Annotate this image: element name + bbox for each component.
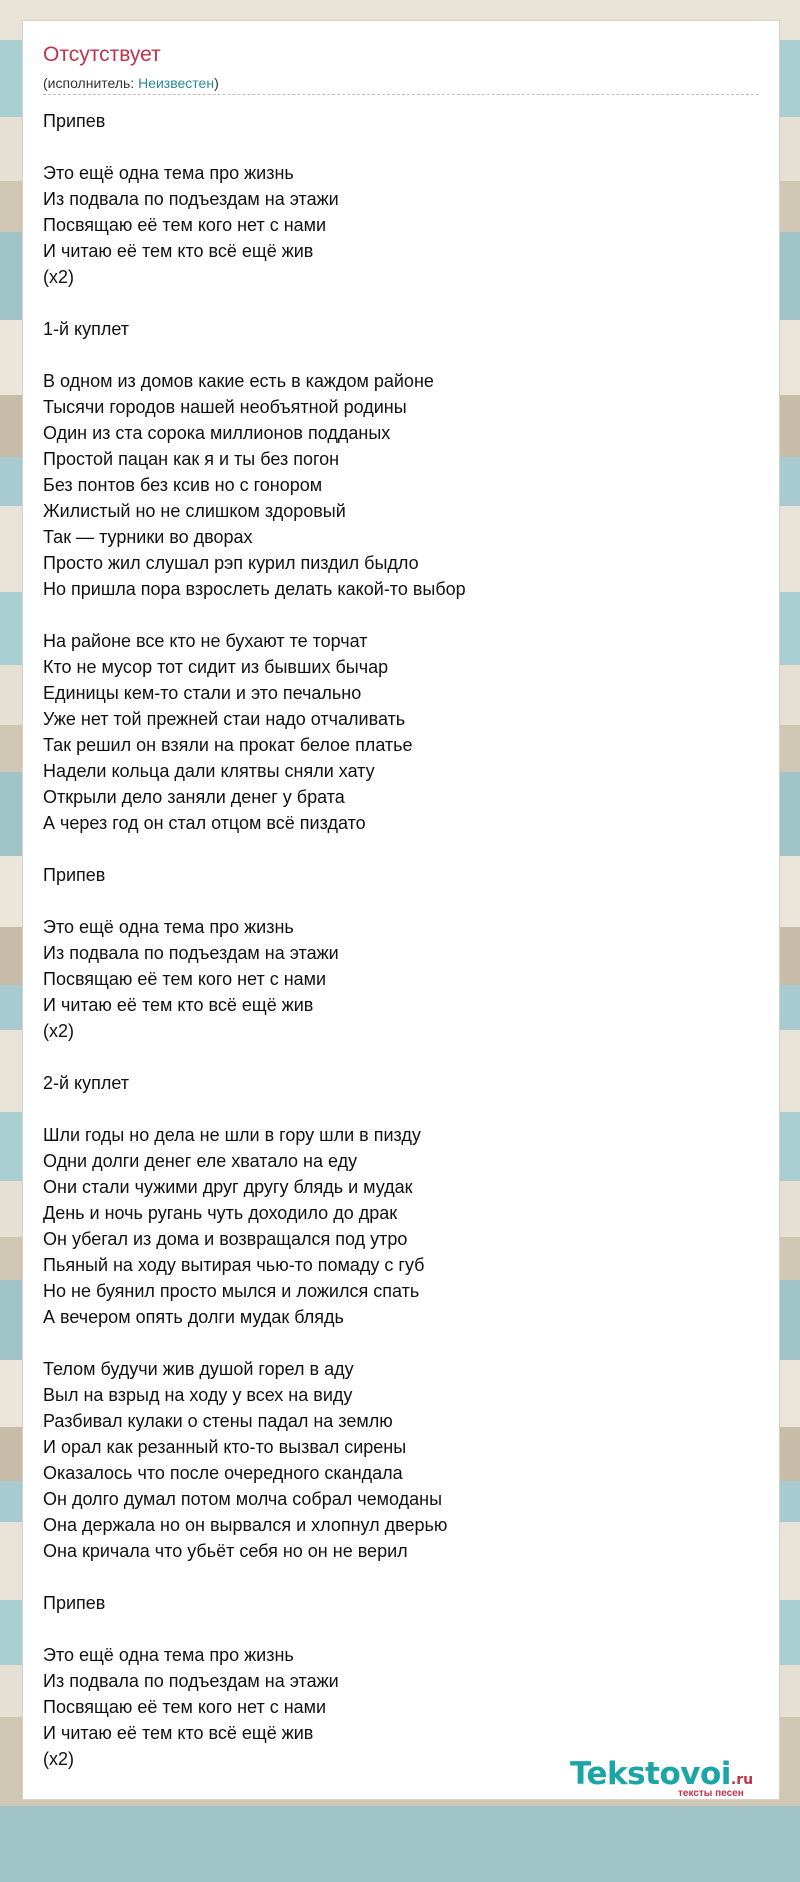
logo-tagline: тексты песен [678, 1788, 744, 1799]
artist-link[interactable]: Неизвестен [138, 75, 215, 91]
logo-name: Tekstovoi [570, 1756, 731, 1792]
lyrics-card [22, 20, 780, 1800]
logo-suffix: .ru [730, 1772, 754, 1788]
site-logo[interactable] [570, 1756, 753, 1792]
background-stripe [0, 1806, 800, 1882]
artist-prefix: (исполнитель: [43, 75, 139, 91]
lyrics-text: Припев Это ещё одна тема про жизнь Из подвала по подъездам на этажи Посвящаю её тем кого нет с нами И читаю её тем кто всё ещё жив (х2) 1-й куплет В одном из домов какие есть в каждом районе Тысячи городов нашей необъятной родины Один из ста сорока миллионов подданых Простой пацан как я и ты без погон Без понтов без ксив но с гонором Жилистый но не слишком здоровый Так — турники во дворах Просто жил слушал рэп курил пиздил быдло Но пришла пора взрослеть делать какой-то выбор На районе все кто не бухают те торчат Кто не мусор тот сидит из бывших бычар Единицы кем-то стали и это печально Уже нет той прежней стаи надо отчаливать Так решил он взяли на прокат белое платье Надели кольца дали клятвы сняли хату Открыли дело заняли денег у брата А через год он стал отцом всё пиздато Припев Это ещё одна тема про жизнь Из подвала по подъездам на этажи Посвящаю её тем кого нет с нами И читаю её тем кто всё ещё жив (х2) 2-й куплет Шли годы но дела не шли в гору шли в пизду Одни долги денег еле хватало на еду Они стали чужими друг другу блядь и мудак День и ночь ругань чуть доходило до драк Он убегал из дома и возвращался под утро Пьяный на ходу вытирая чью-то помаду с губ Но не буянил просто мылся и ложился спать А вечером опять долги мудак блядь Телом будучи жив душой горел в аду Выл на взрыд на ходу у всех на виду Разбивал кулаки о стены падал на землю И орал как резанный кто-то вызвал сирены Оказалось что после очередного скандала Он долго думал потом молча собрал чемоданы Она держала но он вырвался и хлопнул дверью Она кричала что убьёт себя но он не верил Припев Это ещё одна тема про жизнь Из подвала по подъездам на этажи Посвящаю её тем кого нет с нами И читаю её тем кто всё ещё жив (х2) [43, 111, 466, 1769]
artist-suffix: ) [214, 75, 219, 91]
artist-line [43, 75, 219, 91]
song-title: Отсутствует [43, 43, 161, 66]
divider [43, 94, 759, 95]
